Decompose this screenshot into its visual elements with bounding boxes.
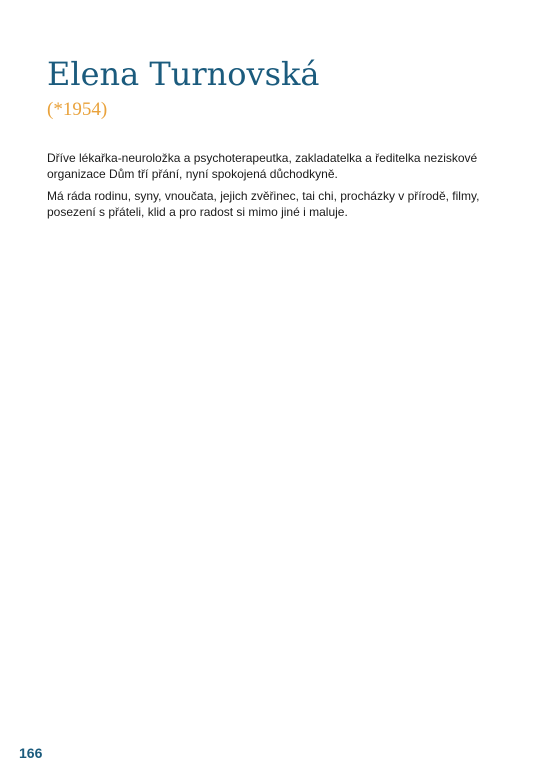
page-number: 166 (19, 745, 43, 761)
bio-paragraph: Dříve lékařka-neuroložka a psychoterapeutka, zakladatelka a ředitelka neziskové organizace Dům tří přání, nyní spokojená důchodkyně. (47, 151, 478, 181)
bio-paragraph: Má ráda rodinu, syny, vnoučata, jejich zvěřinec, tai chi, procházky v přírodě, filmy, posezení s přáteli, klid a pro radost si mimo jiné i maluje. (47, 189, 480, 219)
biography (47, 150, 487, 226)
person-name: Elena Turnovská (47, 55, 320, 93)
birth-year: (*1954) (47, 99, 108, 120)
